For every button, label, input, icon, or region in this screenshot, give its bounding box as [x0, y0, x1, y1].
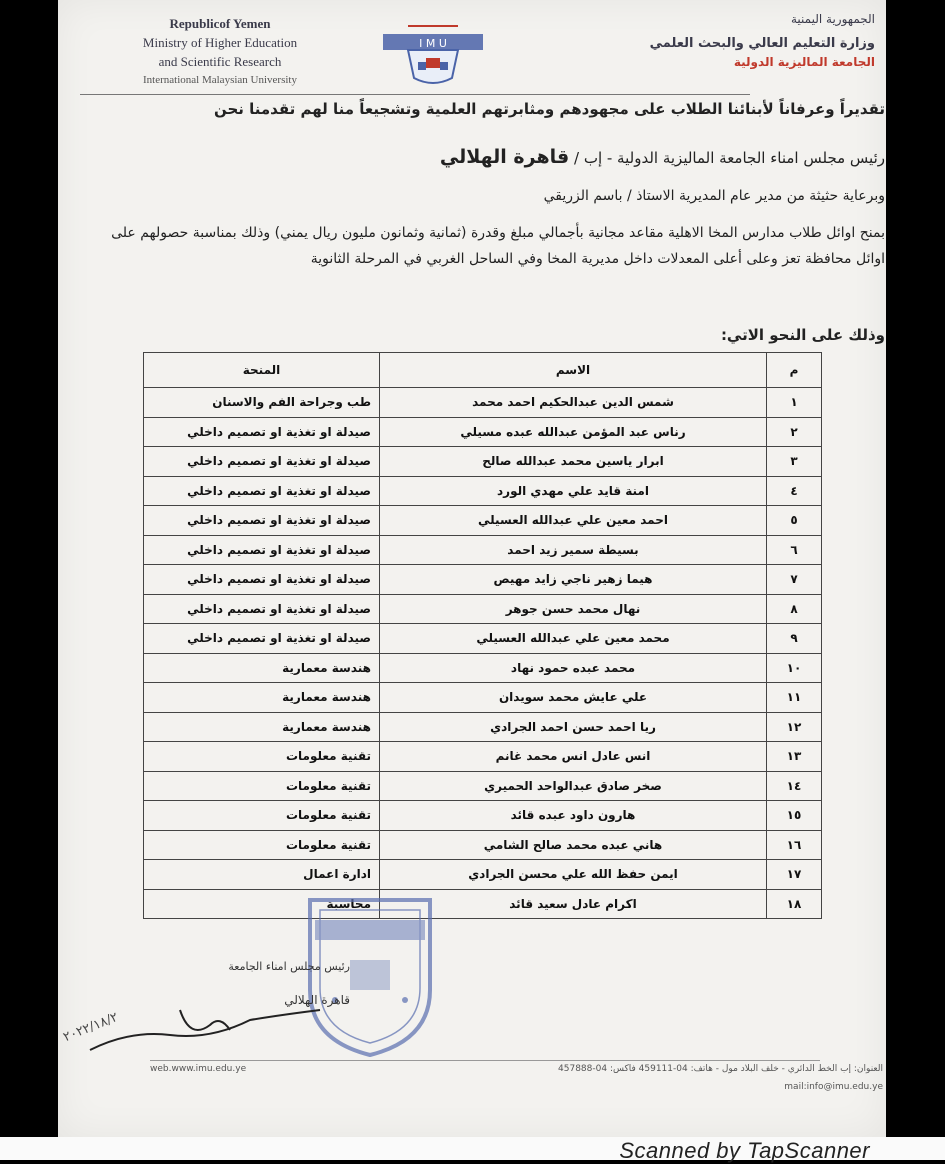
row-number: ١٥ — [767, 801, 822, 831]
student-name: نهال محمد حسن جوهر — [380, 594, 767, 624]
header-divider — [80, 94, 750, 95]
table-row — [144, 624, 822, 654]
row-number: ٥ — [767, 506, 822, 536]
row-number: ٧ — [767, 565, 822, 595]
sponsor-line: وبرعاية حثيثة من مدير عام المديرية الاستاذ / باسم الزريقي — [543, 188, 885, 204]
grant-field: صيدلة او تغذية او تصميم داخلي — [144, 506, 380, 536]
row-number: ١ — [767, 388, 822, 418]
row-number: ٦ — [767, 535, 822, 565]
grant-field: تقنية معلومات — [144, 771, 380, 801]
grant-field: تقنية معلومات — [144, 742, 380, 772]
table-row — [144, 889, 822, 919]
student-name: امنة قايد علي مهدي الورد — [380, 476, 767, 506]
table-row — [144, 388, 822, 418]
footer-divider — [150, 1060, 820, 1061]
grant-field: تقنية معلومات — [144, 830, 380, 860]
student-name: انس عادل انس محمد غانم — [380, 742, 767, 772]
table-row — [144, 653, 822, 683]
list-intro: وذلك على النحو الاتي: — [720, 326, 885, 344]
row-number: ٢ — [767, 417, 822, 447]
row-number: ١٠ — [767, 653, 822, 683]
row-number: ١٤ — [767, 771, 822, 801]
student-name: صخر صادق عبدالواحد الحميري — [380, 771, 767, 801]
intro-paragraph: تقديراً وعرفاناً لأبنائنا الطلاب على مجهودهم ومثابرتهم العلمية وتشجيعاً منا لهم تقدمنا نحن — [213, 100, 885, 118]
header-university-ar: الجامعة الماليزية الدولية — [733, 55, 875, 69]
table-row — [144, 801, 822, 831]
grant-description: بمنح اوائل طلاب مدارس المخا الاهلية مقاعد مجانية بأجمالي مبلغ وقدرة (ثمانية وثمانون مليون ريال يمني) وذلك بمناسبة حصولهم على اوائل محافظة تعز وعلى أعلى المعدلات داخل مديرية المخا وفي الساحل الغربي في المرحلة الثانوية — [111, 225, 885, 267]
student-name: ايمن حفظ الله علي محسن الجرادي — [380, 860, 767, 890]
grant-field: صيدلة او تغذية او تصميم داخلي — [144, 417, 380, 447]
table-header-row — [144, 353, 822, 388]
footer-website: web.www.imu.edu.ye — [150, 1064, 247, 1074]
header-name: الاسم — [380, 353, 767, 388]
table-row — [144, 742, 822, 772]
header-english — [110, 14, 330, 90]
header-country-ar: الجمهورية اليمنية — [790, 12, 875, 26]
table-row — [144, 683, 822, 713]
table-row — [144, 830, 822, 860]
student-name: احمد معين علي عبدالله العسيلي — [380, 506, 767, 536]
footer-email: mail:info@imu.edu.ye — [784, 1082, 883, 1092]
scholarship-table — [143, 352, 822, 919]
table-row — [144, 476, 822, 506]
student-name: محمد عبده حمود نهاد — [380, 653, 767, 683]
student-name: بسيطة سمير زيد احمد — [380, 535, 767, 565]
handwritten-date: ٢٠٢٢/١٨/٢ — [61, 1009, 121, 1046]
student-name: ريا احمد حسن احمد الجرادي — [380, 712, 767, 742]
student-name: محمد معين علي عبدالله العسيلي — [380, 624, 767, 654]
grant-field: تقنية معلومات — [144, 801, 380, 831]
chairman-name: قاهرة الهلالي — [439, 146, 570, 168]
header-arabic — [645, 12, 875, 69]
student-name: هاني عبده محمد صالح الشامي — [380, 830, 767, 860]
table-row — [144, 535, 822, 565]
table-row — [144, 712, 822, 742]
header-ministry-en-2: and Scientific Research — [158, 54, 282, 69]
grant-field: صيدلة او تغذية او تصميم داخلي — [144, 565, 380, 595]
table-row — [144, 594, 822, 624]
header-num: م — [767, 353, 822, 388]
logo-text: I M U — [419, 37, 447, 50]
chairman-title: رئيس مجلس امناء الجامعة الماليزية الدولية - إب / — [574, 149, 885, 167]
table-row — [144, 506, 822, 536]
table-row — [144, 447, 822, 477]
row-number: ١٧ — [767, 860, 822, 890]
header-country-en: Republicof Yemen — [169, 16, 271, 31]
grant-field: صيدلة او تغذية او تصميم داخلي — [144, 535, 380, 565]
student-name: اكرام عادل سعيد قائد — [380, 889, 767, 919]
student-name: علي عايش محمد سويدان — [380, 683, 767, 713]
signature-name: قاهرة الهلالي — [284, 993, 350, 1007]
row-number: ١١ — [767, 683, 822, 713]
row-number: ٨ — [767, 594, 822, 624]
student-name: رناس عبد المؤمن عبدالله عبده مسيلي — [380, 417, 767, 447]
row-number: ٣ — [767, 447, 822, 477]
row-number: ٤ — [767, 476, 822, 506]
grant-field: هندسة معمارية — [144, 653, 380, 683]
row-number: ١٢ — [767, 712, 822, 742]
header-ministry-en: Ministry of Higher Education — [142, 35, 298, 50]
grant-field: هندسة معمارية — [144, 683, 380, 713]
student-name: ابرار ياسين محمد عبدالله صالح — [380, 447, 767, 477]
grant-field: طب وجراحة الفم والاسنان — [144, 388, 380, 418]
header-ministry-ar: وزارة التعليم العالي والبحث العلمي — [649, 36, 875, 51]
chairman-line — [80, 146, 885, 168]
row-number: ١٣ — [767, 742, 822, 772]
table-row — [144, 860, 822, 890]
header-grant: المنحة — [144, 353, 380, 388]
grant-field: محاسبة — [144, 889, 380, 919]
row-number: ١٨ — [767, 889, 822, 919]
footer-contact: العنوان: إب الخط الدائري - خلف البلاد مول - هاتف: 04-459111 فاكس: 04-457888 — [558, 1064, 883, 1074]
row-number: ٩ — [767, 624, 822, 654]
row-number: ١٦ — [767, 830, 822, 860]
grant-field: صيدلة او تغذية او تصميم داخلي — [144, 594, 380, 624]
student-name: هارون داود عبده قائد — [380, 801, 767, 831]
student-name: شمس الدين عبدالحكيم احمد محمد — [380, 388, 767, 418]
grant-field: ادارة اعمال — [144, 860, 380, 890]
scanner-watermark: Scanned by TapScanner — [619, 1138, 870, 1163]
table-row — [144, 771, 822, 801]
grant-field: هندسة معمارية — [144, 712, 380, 742]
grant-field: صيدلة او تغذية او تصميم داخلي — [144, 624, 380, 654]
header-university-en: International Malaysian University — [143, 74, 297, 86]
grant-field: صيدلة او تغذية او تصميم داخلي — [144, 476, 380, 506]
university-logo — [378, 14, 488, 88]
table-row — [144, 565, 822, 595]
table-body — [144, 388, 822, 919]
student-name: هيما زهير ناجي زايد مهيص — [380, 565, 767, 595]
signature-title: رئيس مجلس امناء الجامعة — [228, 960, 350, 973]
grant-field: صيدلة او تغذية او تصميم داخلي — [144, 447, 380, 477]
table-row — [144, 417, 822, 447]
